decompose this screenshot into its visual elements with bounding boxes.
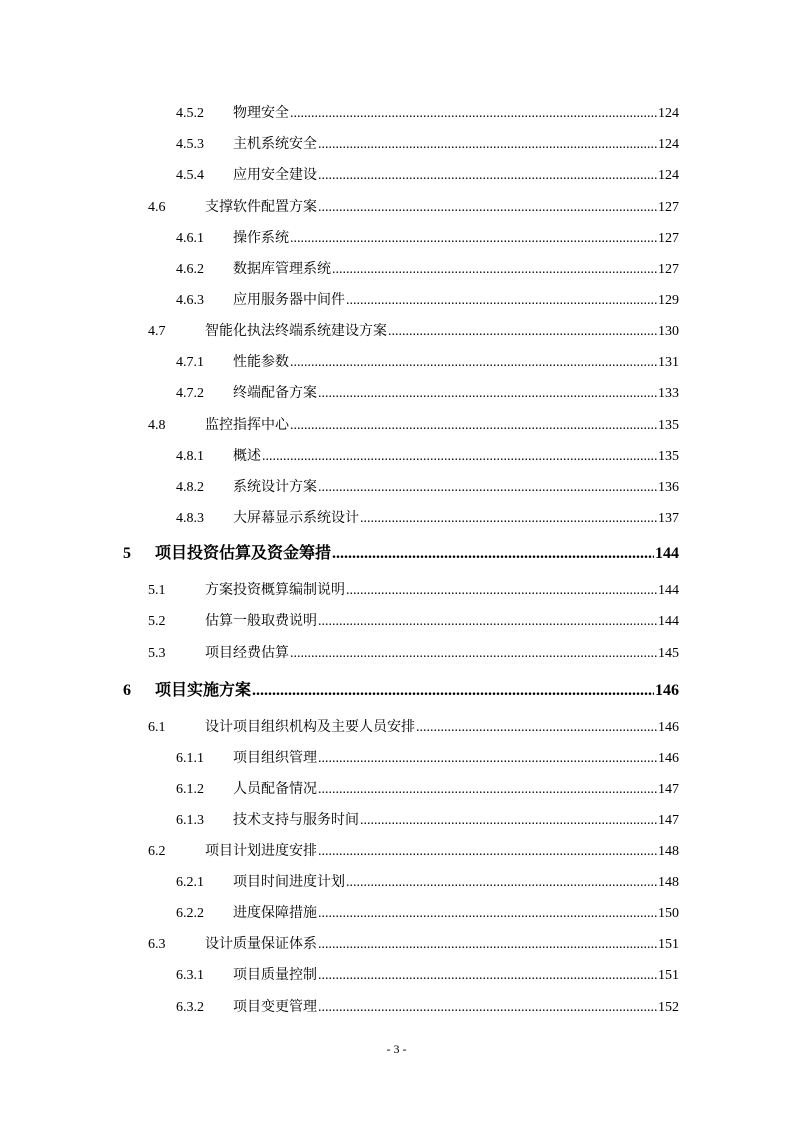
toc-page: 145: [658, 646, 679, 661]
toc-entry-5-3[interactable]: [148, 642, 679, 664]
page-number: - 3 -: [386, 1042, 407, 1056]
toc-page: 137: [658, 511, 679, 526]
toc-entry-5-2[interactable]: [148, 610, 679, 632]
toc-leader-dots: [318, 477, 657, 499]
toc-leader-dots: [346, 290, 657, 312]
toc-title: 智能化执法终端系统建设方案: [205, 323, 387, 339]
toc-page: 129: [658, 293, 679, 308]
toc-entry-4-7-2[interactable]: [176, 382, 679, 404]
toc-title: 概述: [233, 448, 261, 464]
toc-number: 6.3: [148, 937, 166, 952]
toc-title: 操作系统: [233, 230, 289, 246]
toc-entry-4-8-2[interactable]: [176, 476, 679, 498]
toc-page: 147: [658, 813, 679, 828]
toc-entry-4-6-1[interactable]: [176, 227, 679, 249]
toc-title: 数据库管理系统: [233, 261, 331, 277]
toc-number: 4.5.4: [176, 168, 204, 183]
toc-entry-6-1-1[interactable]: [176, 747, 679, 769]
toc-title: 方案投资概算编制说明: [205, 582, 345, 598]
toc-number: 6.3.2: [176, 1000, 204, 1015]
toc-number: 6.1.2: [176, 782, 204, 797]
toc-title: 设计质量保证体系: [205, 936, 317, 952]
toc-leader-dots: [290, 228, 657, 250]
toc-entry-4-8[interactable]: [148, 414, 679, 436]
toc-title: 项目投资估算及资金筹措: [155, 543, 332, 562]
toc-number: 4.6.3: [176, 293, 204, 308]
toc-number: 4.5.3: [176, 137, 204, 152]
toc-page: 130: [658, 324, 679, 339]
toc-leader-dots: [318, 165, 657, 187]
toc-entry-6-2-2[interactable]: [176, 902, 679, 924]
toc-title: 终端配备方案: [233, 385, 317, 401]
toc-page: 144: [658, 583, 679, 598]
toc-title: 主机系统安全: [233, 136, 317, 152]
toc-page: 124: [658, 168, 679, 183]
toc-entry-6-1[interactable]: [148, 716, 679, 738]
toc-number: 4.7.2: [176, 386, 204, 401]
toc-page: 127: [658, 200, 679, 215]
toc-number: 6.2: [148, 844, 166, 859]
toc-title: 技术支持与服务时间: [233, 812, 359, 828]
toc-leader-dots: [346, 580, 657, 602]
toc-number: 4.8.2: [176, 480, 204, 495]
toc-entry-6-2[interactable]: [148, 840, 679, 862]
toc-page: 148: [658, 844, 679, 859]
toc-entry-6-3-2[interactable]: [176, 996, 679, 1018]
toc-number: 4.7: [148, 324, 166, 339]
toc-leader-dots: [318, 997, 657, 1019]
toc-leader-dots: [290, 643, 657, 665]
toc-leader-dots: [252, 678, 654, 704]
toc-entry-4-5-3[interactable]: [176, 133, 679, 155]
toc-entry-6[interactable]: [123, 677, 679, 703]
toc-title: 项目经费估算: [205, 645, 289, 661]
toc-entry-4-6[interactable]: [148, 196, 679, 218]
toc-page: 131: [658, 355, 679, 370]
toc-title: 应用安全建设: [233, 167, 317, 183]
toc-page: 147: [658, 782, 679, 797]
toc-title: 系统设计方案: [233, 479, 317, 495]
toc-entry-4-8-3[interactable]: [176, 507, 679, 529]
toc-leader-dots: [318, 748, 657, 770]
toc-leader-dots: [318, 611, 657, 633]
toc-page: 136: [658, 480, 679, 495]
toc-page: 152: [658, 1000, 679, 1015]
toc-number: 4.7.1: [176, 355, 204, 370]
toc-page: 146: [658, 720, 679, 735]
toc-page: 151: [658, 968, 679, 983]
toc-entry-4-7-1[interactable]: [176, 351, 679, 373]
toc-title: 人员配备情况: [233, 781, 317, 797]
toc-title: 物理安全: [233, 105, 289, 121]
toc-title: 性能参数: [233, 354, 289, 370]
toc-entry-4-7[interactable]: [148, 320, 679, 342]
toc-leader-dots: [360, 508, 657, 530]
toc-entry-4-6-3[interactable]: [176, 289, 679, 311]
toc-page: 146: [655, 682, 679, 699]
toc-number: 4.5.2: [176, 106, 204, 121]
toc-title: 监控指挥中心: [205, 417, 289, 433]
toc-page: 124: [658, 106, 679, 121]
toc-title: 项目实施方案: [155, 680, 252, 699]
toc-title: 支撑软件配置方案: [205, 199, 317, 215]
toc-number: 6.1.3: [176, 813, 204, 828]
toc-number: 6.1.1: [176, 751, 204, 766]
toc-entry-6-3-1[interactable]: [176, 964, 679, 986]
toc-number: 4.8.3: [176, 511, 204, 526]
toc-title: 项目时间进度计划: [233, 874, 345, 890]
toc-entry-6-3[interactable]: [148, 933, 679, 955]
toc-number: 4.8.1: [176, 449, 204, 464]
toc-leader-dots: [332, 541, 654, 567]
toc-entry-5[interactable]: [123, 540, 679, 566]
toc-number: 5.3: [148, 646, 166, 661]
toc-page: 133: [658, 386, 679, 401]
toc-leader-dots: [318, 934, 657, 956]
toc-number: 5.1: [148, 583, 166, 598]
toc-number: 6.2.2: [176, 906, 204, 921]
toc-leader-dots: [290, 415, 657, 437]
toc-page: 124: [658, 137, 679, 152]
toc-title: 大屏幕显示系统设计: [233, 510, 359, 526]
toc-number: 6.1: [148, 720, 166, 735]
toc-entry-6-1-2[interactable]: [176, 778, 679, 800]
toc-leader-dots: [262, 446, 657, 468]
toc-leader-dots: [318, 841, 657, 863]
toc-leader-dots: [346, 872, 657, 894]
toc-number: 6.2.1: [176, 875, 204, 890]
toc-title: 估算一般取费说明: [205, 613, 317, 629]
toc-title: 项目计划进度安排: [205, 843, 317, 859]
toc-entry-4-8-1[interactable]: [176, 445, 679, 467]
toc-title: 项目质量控制: [233, 967, 317, 983]
toc-number: 5: [123, 545, 131, 562]
toc-page: 135: [658, 418, 679, 433]
toc-leader-dots: [360, 810, 657, 832]
toc-title: 设计项目组织机构及主要人员安排: [205, 719, 415, 735]
toc-leader-dots: [290, 103, 657, 125]
toc-leader-dots: [290, 352, 657, 374]
toc-entry-4-5-2[interactable]: [176, 102, 679, 124]
toc-leader-dots: [416, 717, 657, 739]
toc-title: 项目组织管理: [233, 750, 317, 766]
toc-entry-6-1-3[interactable]: [176, 809, 679, 831]
toc-entry-4-5-4[interactable]: [176, 164, 679, 186]
toc-leader-dots: [318, 383, 657, 405]
toc-page: 127: [658, 262, 679, 277]
toc-leader-dots: [318, 903, 657, 925]
toc-page: 144: [655, 545, 679, 562]
toc-number: 4.6.1: [176, 231, 204, 246]
toc-leader-dots: [318, 965, 657, 987]
toc-entry-6-2-1[interactable]: [176, 871, 679, 893]
toc-number: 4.6.2: [176, 262, 204, 277]
toc-leader-dots: [318, 779, 657, 801]
toc-page: 144: [658, 614, 679, 629]
toc-number: 5.2: [148, 614, 166, 629]
toc-leader-dots: [318, 134, 657, 156]
toc-title: 进度保障措施: [233, 905, 317, 921]
toc-title: 应用服务器中间件: [233, 292, 345, 308]
toc-number: 6.3.1: [176, 968, 204, 983]
toc-leader-dots: [318, 197, 657, 219]
toc-page: 127: [658, 231, 679, 246]
toc-number: 4.6: [148, 200, 166, 215]
toc-title: 项目变更管理: [233, 999, 317, 1015]
toc-entry-5-1[interactable]: [148, 579, 679, 601]
toc-number: 6: [123, 682, 131, 699]
toc-page: 148: [658, 875, 679, 890]
toc-leader-dots: [388, 321, 657, 343]
toc-page: 151: [658, 937, 679, 952]
toc-page: 135: [658, 449, 679, 464]
toc-entry-4-6-2[interactable]: [176, 258, 679, 280]
toc-number: 4.8: [148, 418, 166, 433]
toc-page: 150: [658, 906, 679, 921]
toc-leader-dots: [332, 259, 657, 281]
toc-page: 146: [658, 751, 679, 766]
